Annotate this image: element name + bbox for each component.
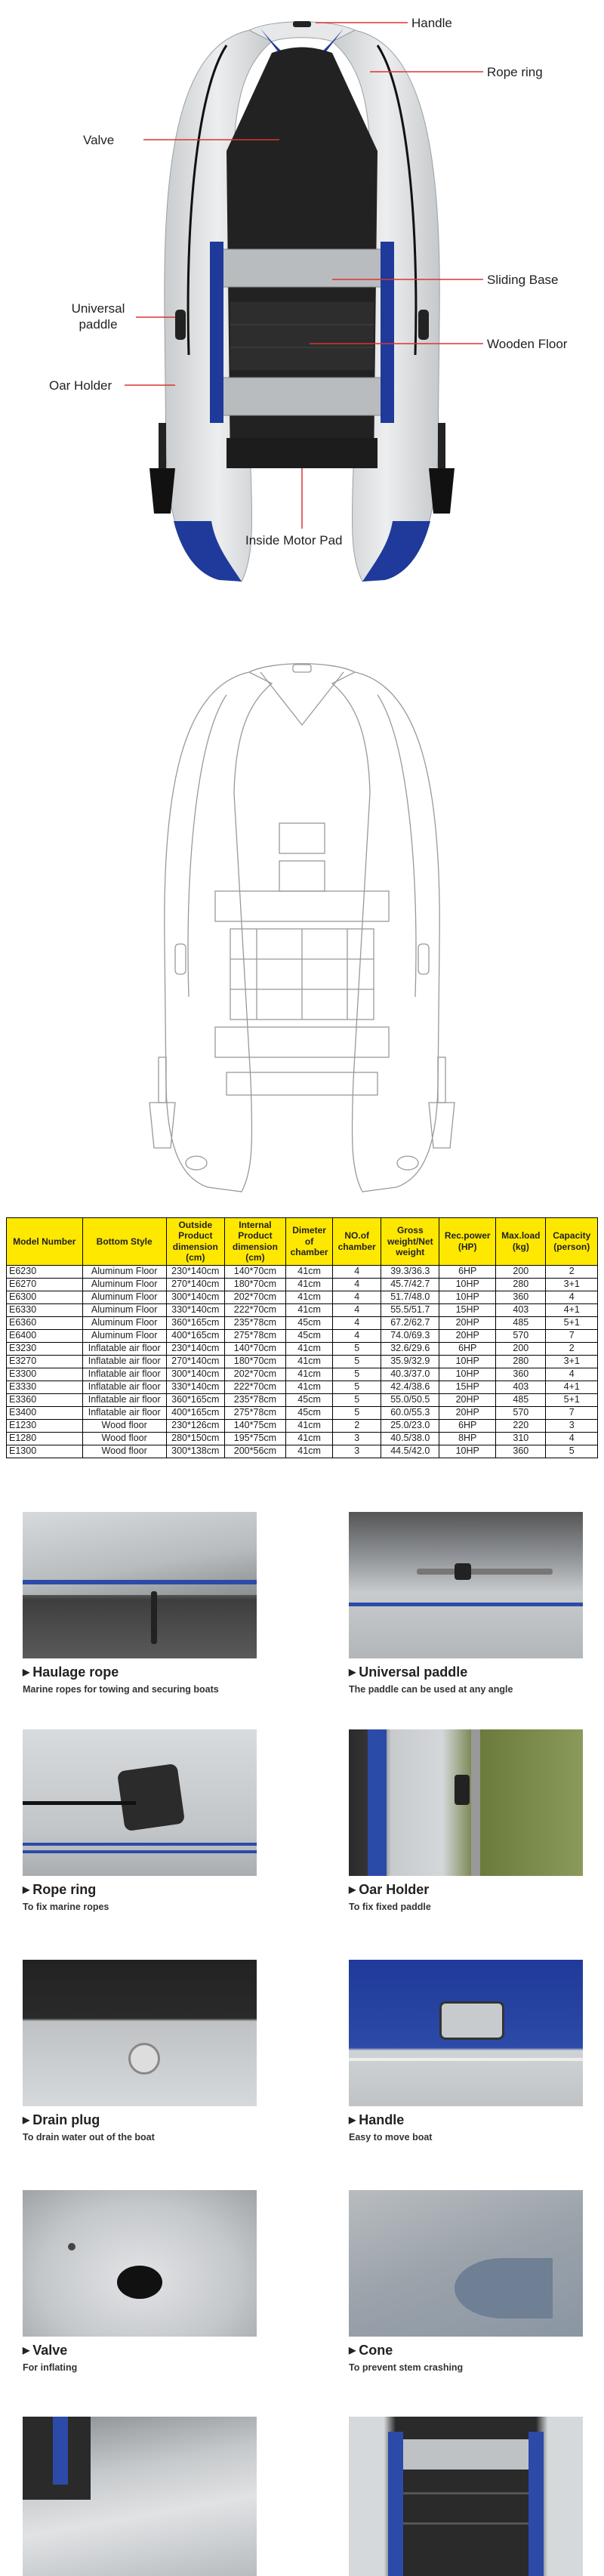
feature-desc-rope-ring: To fix marine ropes: [23, 1902, 109, 1912]
cell-outside-dim: 400*165cm: [166, 1406, 224, 1419]
cell-outside-dim: 360*165cm: [166, 1393, 224, 1406]
cell-max-load: 485: [496, 1316, 546, 1329]
cell-bottom-style: Wood floor: [82, 1419, 166, 1432]
photo-handle: [349, 1960, 583, 2106]
cell-model: E3300: [7, 1368, 83, 1381]
spec-row: [7, 1432, 598, 1445]
cell-model: E6230: [7, 1265, 83, 1278]
cell-power: 6HP: [439, 1342, 496, 1355]
cell-internal-dim: 180*70cm: [224, 1278, 285, 1291]
cell-outside-dim: 270*140cm: [166, 1278, 224, 1291]
cell-outside-dim: 360*165cm: [166, 1316, 224, 1329]
cell-model: E3270: [7, 1355, 83, 1368]
feature-desc-handle: Easy to move boat: [349, 2132, 433, 2143]
cell-chamber-count: 2: [333, 1419, 381, 1432]
boat-line-drawing-section: [0, 619, 604, 1208]
cell-outside-dim: 270*140cm: [166, 1355, 224, 1368]
cell-capacity: 2: [546, 1265, 598, 1278]
cell-bottom-style: Aluminum Floor: [82, 1265, 166, 1278]
cell-capacity: 3: [546, 1419, 598, 1432]
cell-power: 10HP: [439, 1278, 496, 1291]
cell-model: E3230: [7, 1342, 83, 1355]
cell-weight: 32.6/29.6: [381, 1342, 439, 1355]
cell-weight: 67.2/62.7: [381, 1316, 439, 1329]
cell-outside-dim: 230*140cm: [166, 1265, 224, 1278]
cell-internal-dim: 202*70cm: [224, 1291, 285, 1303]
cell-capacity: 2: [546, 1342, 598, 1355]
cell-model: E1230: [7, 1419, 83, 1432]
cell-power: 20HP: [439, 1329, 496, 1342]
cell-model: E6360: [7, 1316, 83, 1329]
cell-internal-dim: 140*70cm: [224, 1265, 285, 1278]
cell-max-load: 403: [496, 1381, 546, 1393]
col-rec-power: Rec.power (HP): [439, 1218, 496, 1266]
spec-row: [7, 1303, 598, 1316]
spec-row: [7, 1342, 598, 1355]
cell-chamber-count: 3: [333, 1445, 381, 1458]
spec-table: [6, 1217, 598, 1458]
spec-row: [7, 1393, 598, 1406]
feature-title-valve: ▶ Valve: [23, 2343, 67, 2359]
feature-title-haulage-rope: ▶ Haulage rope: [23, 1664, 119, 1680]
cell-bottom-style: Aluminum Floor: [82, 1278, 166, 1291]
spec-table-header-row: [7, 1218, 598, 1266]
boat-diagram-section: [0, 0, 604, 604]
feature-desc-valve: For inflating: [23, 2362, 78, 2373]
cell-internal-dim: 140*75cm: [224, 1419, 285, 1432]
cell-max-load: 200: [496, 1342, 546, 1355]
cell-chamber-count: 5: [333, 1406, 381, 1419]
feature-title-rope-ring: ▶ Rope ring: [23, 1882, 96, 1898]
cell-capacity: 5+1: [546, 1393, 598, 1406]
cell-power: 20HP: [439, 1393, 496, 1406]
cell-model: E3330: [7, 1381, 83, 1393]
cell-power: 15HP: [439, 1381, 496, 1393]
cell-max-load: 310: [496, 1432, 546, 1445]
cell-chamber-dia: 41cm: [286, 1432, 333, 1445]
cell-chamber-count: 5: [333, 1381, 381, 1393]
col-max-load: Max.load (kg): [496, 1218, 546, 1266]
cell-capacity: 4+1: [546, 1381, 598, 1393]
photo-cone: [349, 2190, 583, 2337]
cell-bottom-style: Aluminum Floor: [82, 1291, 166, 1303]
col-chamber-count: NO.of chamber: [333, 1218, 381, 1266]
cell-chamber-count: 4: [333, 1303, 381, 1316]
cell-weight: 44.5/42.0: [381, 1445, 439, 1458]
cell-internal-dim: 235*78cm: [224, 1316, 285, 1329]
cell-chamber-dia: 41cm: [286, 1342, 333, 1355]
cell-weight: 55.0/50.5: [381, 1393, 439, 1406]
cell-internal-dim: 180*70cm: [224, 1355, 285, 1368]
col-capacity: Capacity (person): [546, 1218, 598, 1266]
spec-row: [7, 1368, 598, 1381]
cell-weight: 39.3/36.3: [381, 1265, 439, 1278]
cell-chamber-count: 4: [333, 1316, 381, 1329]
spec-table-body: [7, 1265, 598, 1458]
cell-chamber-count: 5: [333, 1368, 381, 1381]
cell-bottom-style: Inflatable air floor: [82, 1406, 166, 1419]
cell-max-load: 485: [496, 1393, 546, 1406]
cell-bottom-style: Aluminum Floor: [82, 1303, 166, 1316]
cell-power: 6HP: [439, 1265, 496, 1278]
cell-capacity: 5+1: [546, 1316, 598, 1329]
cell-bottom-style: Wood floor: [82, 1445, 166, 1458]
col-weight: Gross weight/Net weight: [381, 1218, 439, 1266]
cell-max-load: 360: [496, 1291, 546, 1303]
feature-title-oar-holder: ▶ Oar Holder: [349, 1882, 429, 1898]
cell-power: 10HP: [439, 1355, 496, 1368]
cell-power: 8HP: [439, 1432, 496, 1445]
cell-power: 10HP: [439, 1445, 496, 1458]
cell-bottom-style: Inflatable air floor: [82, 1368, 166, 1381]
cell-chamber-dia: 41cm: [286, 1368, 333, 1381]
cell-bottom-style: Aluminum Floor: [82, 1316, 166, 1329]
cell-max-load: 403: [496, 1303, 546, 1316]
spec-row: [7, 1291, 598, 1303]
cell-model: E6270: [7, 1278, 83, 1291]
cell-capacity: 4+1: [546, 1303, 598, 1316]
col-bottom-style: Bottom Style: [82, 1218, 166, 1266]
cell-outside-dim: 280*150cm: [166, 1432, 224, 1445]
cell-capacity: 7: [546, 1329, 598, 1342]
col-internal-dimension: Internal Product dimension (cm): [224, 1218, 285, 1266]
cell-weight: 35.9/32.9: [381, 1355, 439, 1368]
photo-seat-closeup: [349, 2417, 583, 2576]
cell-chamber-count: 3: [333, 1432, 381, 1445]
cell-weight: 55.5/51.7: [381, 1303, 439, 1316]
cell-max-load: 200: [496, 1265, 546, 1278]
photo-universal-paddle: [349, 1512, 583, 1658]
cell-chamber-dia: 45cm: [286, 1316, 333, 1329]
cell-chamber-dia: 45cm: [286, 1406, 333, 1419]
cell-bottom-style: Inflatable air floor: [82, 1393, 166, 1406]
cell-outside-dim: 230*140cm: [166, 1342, 224, 1355]
cell-chamber-count: 5: [333, 1342, 381, 1355]
cell-chamber-dia: 41cm: [286, 1291, 333, 1303]
photo-haulage-rope: [23, 1512, 257, 1658]
cell-internal-dim: 195*75cm: [224, 1432, 285, 1445]
cell-chamber-count: 4: [333, 1278, 381, 1291]
cell-model: E6330: [7, 1303, 83, 1316]
callout-oar-holder: Oar Holder: [49, 378, 112, 393]
cell-max-load: 280: [496, 1355, 546, 1368]
cell-weight: 25.0/23.0: [381, 1419, 439, 1432]
spec-row: [7, 1381, 598, 1393]
cell-model: E6400: [7, 1329, 83, 1342]
spec-row: [7, 1316, 598, 1329]
callout-wooden-floor: Wooden Floor: [487, 337, 568, 351]
spec-row: [7, 1278, 598, 1291]
cell-power: 20HP: [439, 1316, 496, 1329]
cell-weight: 40.5/38.0: [381, 1432, 439, 1445]
cell-internal-dim: 202*70cm: [224, 1368, 285, 1381]
callout-handle: Handle: [411, 16, 452, 30]
boat-line-drawing: [0, 619, 604, 1208]
cell-chamber-dia: 41cm: [286, 1265, 333, 1278]
cell-power: 20HP: [439, 1406, 496, 1419]
cell-weight: 74.0/69.3: [381, 1329, 439, 1342]
feature-desc-drain-plug: To drain water out of the boat: [23, 2132, 155, 2143]
feature-desc-oar-holder: To fix fixed paddle: [349, 1902, 431, 1912]
cell-chamber-dia: 41cm: [286, 1355, 333, 1368]
col-model-number: Model Number: [7, 1218, 83, 1266]
cell-capacity: 3+1: [546, 1355, 598, 1368]
cell-capacity: 4: [546, 1432, 598, 1445]
cell-chamber-dia: 41cm: [286, 1419, 333, 1432]
cell-power: 10HP: [439, 1368, 496, 1381]
cell-chamber-count: 5: [333, 1393, 381, 1406]
cell-chamber-dia: 45cm: [286, 1393, 333, 1406]
col-chamber-diameter: Dimeter of chamber: [286, 1218, 333, 1266]
feature-title-drain-plug: ▶ Drain plug: [23, 2112, 100, 2128]
cell-outside-dim: 330*140cm: [166, 1381, 224, 1393]
spec-row: [7, 1265, 598, 1278]
cell-capacity: 7: [546, 1406, 598, 1419]
cell-bottom-style: Aluminum Floor: [82, 1329, 166, 1342]
spec-row: [7, 1355, 598, 1368]
cell-weight: 51.7/48.0: [381, 1291, 439, 1303]
feature-title-cone: ▶ Cone: [349, 2343, 393, 2359]
cell-power: 6HP: [439, 1419, 496, 1432]
cell-weight: 60.0/55.3: [381, 1406, 439, 1419]
spec-row: [7, 1406, 598, 1419]
cell-bottom-style: Inflatable air floor: [82, 1355, 166, 1368]
cell-model: E1280: [7, 1432, 83, 1445]
col-outside-dimension: Outside Product dimension (cm): [166, 1218, 224, 1266]
callout-sliding-base: Sliding Base: [487, 273, 559, 287]
cell-power: 15HP: [439, 1303, 496, 1316]
cell-max-load: 360: [496, 1445, 546, 1458]
cell-outside-dim: 230*126cm: [166, 1419, 224, 1432]
cell-outside-dim: 330*140cm: [166, 1303, 224, 1316]
callout-valve: Valve: [83, 133, 115, 147]
feature-desc-cone: To prevent stem crashing: [349, 2362, 464, 2373]
spec-row: [7, 1445, 598, 1458]
cell-capacity: 4: [546, 1368, 598, 1381]
cell-outside-dim: 300*140cm: [166, 1291, 224, 1303]
photo-valve: [23, 2190, 257, 2337]
feature-title-handle: ▶ Handle: [349, 2112, 404, 2128]
spec-row: [7, 1419, 598, 1432]
feature-desc-universal-paddle: The paddle can be used at any angle: [349, 1684, 513, 1695]
callout-rope-ring: Rope ring: [487, 65, 543, 79]
cell-outside-dim: 300*138cm: [166, 1445, 224, 1458]
cell-internal-dim: 222*70cm: [224, 1381, 285, 1393]
cell-internal-dim: 275*78cm: [224, 1329, 285, 1342]
cell-max-load: 220: [496, 1419, 546, 1432]
spec-row: [7, 1329, 598, 1342]
cell-chamber-dia: 41cm: [286, 1445, 333, 1458]
photo-rope-ring: [23, 1729, 257, 1876]
photo-tube-closeup: [23, 2417, 257, 2576]
cell-model: E3400: [7, 1406, 83, 1419]
cell-chamber-count: 4: [333, 1265, 381, 1278]
cell-weight: 40.3/37.0: [381, 1368, 439, 1381]
cell-model: E1300: [7, 1445, 83, 1458]
cell-internal-dim: 275*78cm: [224, 1406, 285, 1419]
cell-chamber-count: 5: [333, 1355, 381, 1368]
cell-model: E3360: [7, 1393, 83, 1406]
cell-bottom-style: Wood floor: [82, 1432, 166, 1445]
cell-capacity: 4: [546, 1291, 598, 1303]
cell-weight: 45.7/42.7: [381, 1278, 439, 1291]
photo-drain-plug: [23, 1960, 257, 2106]
cell-internal-dim: 200*56cm: [224, 1445, 285, 1458]
cell-max-load: 360: [496, 1368, 546, 1381]
callout-inside-motor-pad: Inside Motor Pad: [245, 533, 343, 548]
cell-max-load: 570: [496, 1406, 546, 1419]
feature-desc-haulage-rope: Marine ropes for towing and securing boats: [23, 1684, 219, 1695]
callout-universal-paddle: Universal paddle: [71, 301, 125, 332]
cell-chamber-dia: 41cm: [286, 1381, 333, 1393]
photo-oar-holder: [349, 1729, 583, 1876]
cell-outside-dim: 300*140cm: [166, 1368, 224, 1381]
cell-chamber-dia: 45cm: [286, 1329, 333, 1342]
cell-internal-dim: 140*70cm: [224, 1342, 285, 1355]
cell-max-load: 280: [496, 1278, 546, 1291]
cell-chamber-dia: 41cm: [286, 1278, 333, 1291]
cell-capacity: 3+1: [546, 1278, 598, 1291]
cell-chamber-count: 4: [333, 1291, 381, 1303]
cell-chamber-count: 4: [333, 1329, 381, 1342]
cell-weight: 42.4/38.6: [381, 1381, 439, 1393]
feature-title-universal-paddle: ▶ Universal paddle: [349, 1664, 467, 1680]
cell-internal-dim: 235*78cm: [224, 1393, 285, 1406]
cell-model: E6300: [7, 1291, 83, 1303]
cell-chamber-dia: 41cm: [286, 1303, 333, 1316]
cell-bottom-style: Inflatable air floor: [82, 1381, 166, 1393]
cell-internal-dim: 222*70cm: [224, 1303, 285, 1316]
cell-bottom-style: Inflatable air floor: [82, 1342, 166, 1355]
cell-max-load: 570: [496, 1329, 546, 1342]
cell-outside-dim: 400*165cm: [166, 1329, 224, 1342]
cell-power: 10HP: [439, 1291, 496, 1303]
cell-capacity: 5: [546, 1445, 598, 1458]
